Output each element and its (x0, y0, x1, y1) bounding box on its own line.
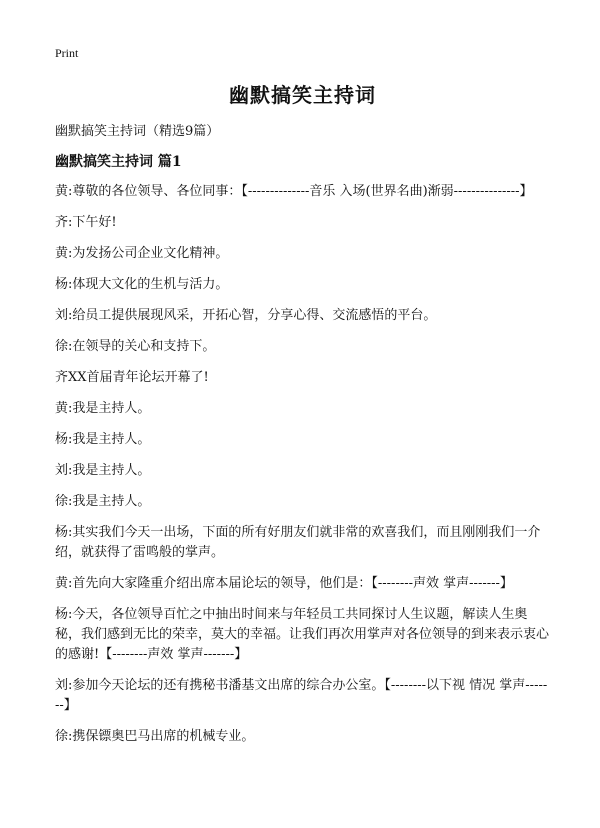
paragraph: 杨:我是主持人。 (55, 432, 151, 447)
paragraph: 徐:携保镖奥巴马出席的机械专业。 (55, 729, 255, 744)
paragraph: 齐XX首届青年论坛开幕了! (55, 370, 209, 385)
paragraph: 杨:今天，各位领导百忙之中抽出时间来与年轻员工共同探讨人生议题，解读人生奥秘，我们感到无比的荣幸，莫大的幸福。让我们再次用掌声对各位领导的到来表示衷心的感谢!【--------声效 掌声-------】 (55, 607, 550, 662)
paragraph: 齐:下午好! (55, 215, 117, 230)
document-title: 幽默搞笑主持词 (229, 83, 376, 107)
paragraph: 黄:为发扬公司企业文化精神。 (55, 246, 229, 261)
paragraph: 刘:给员工提供展现风采，开拓心智，分享心得、交流感悟的平台。 (55, 308, 437, 323)
paragraph: 徐:在领导的关心和支持下。 (55, 339, 216, 354)
print-label: Print (55, 46, 79, 60)
section-heading: 幽默搞笑主持词 篇1 (55, 154, 182, 170)
paragraph: 黄:尊敬的各位领导、各位同事：【--------------音乐 入场(世界名曲)渐弱---------------】 (55, 184, 533, 199)
paragraph: 黄:首先向大家隆重介绍出席本届论坛的领导，他们是：【--------声效 掌声-------】 (55, 576, 513, 591)
paragraph: 杨:其实我们今天一出场，下面的所有好朋友们就非常的欢喜我们，而且刚刚我们一介绍，就获得了雷鸣般的掌声。 (55, 525, 541, 560)
document-body (55, 182, 550, 758)
paragraph: 刘:参加今天论坛的还有携秘书潘基文出席的综合办公室。【--------以下视 情况 掌声-------】 (55, 678, 548, 713)
paragraph: 刘:我是主持人。 (55, 463, 151, 478)
paragraph: 杨:体现大文化的生机与活力。 (55, 277, 229, 292)
paragraph: 徐:我是主持人。 (55, 494, 151, 509)
document-subtitle: 幽默搞笑主持词（精选9篇） (55, 124, 220, 139)
paragraph: 黄:我是主持人。 (55, 401, 151, 416)
